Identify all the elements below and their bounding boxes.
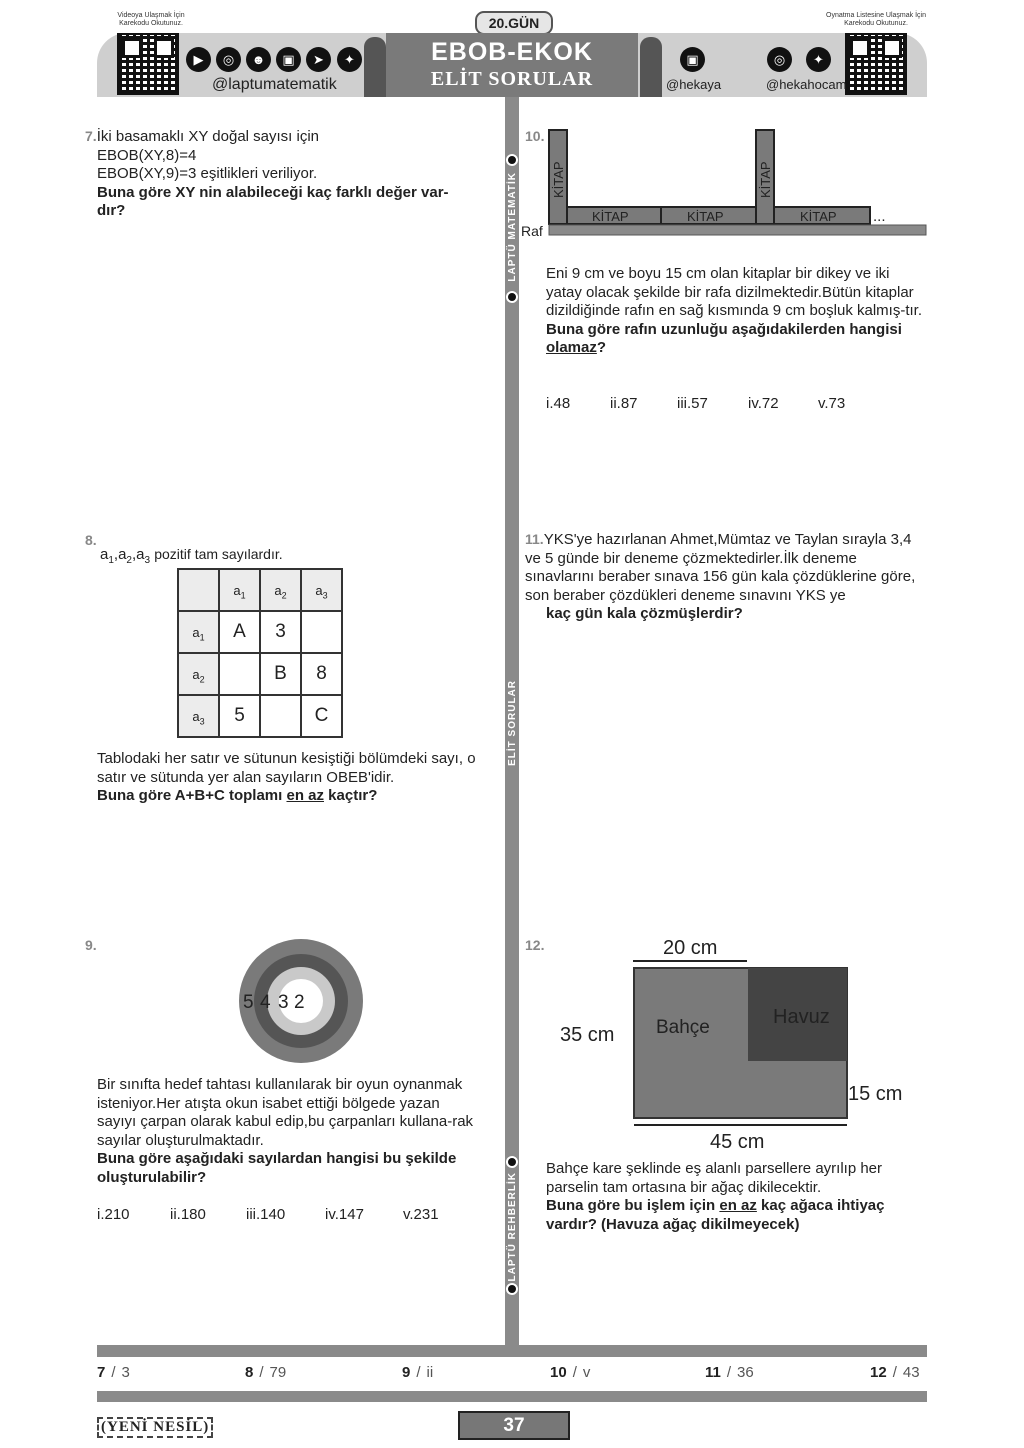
question-number: 10. — [525, 128, 545, 144]
mid-social-handle[interactable]: @hekaya — [666, 77, 722, 92]
spine-mid-label: ELİT SORULAR — [507, 680, 518, 766]
q8-intro — [100, 545, 283, 571]
question-number: 7. — [85, 128, 97, 144]
q12-text: Bahçe kare şeklinde eş alanlı parsellere ayrılıp her parselin tam ortasına bir ağaç dikilecektir. — [546, 1160, 883, 1196]
table-row-header: $a_2$ — [178, 653, 219, 695]
right-qr-note: Oynatma Listesine Ulaşmak İçin Karekodu Okutunuz. — [826, 12, 926, 27]
answer-item: 11 / 36 — [705, 1364, 754, 1381]
dim-bottom: 45 cm — [710, 1131, 765, 1153]
spine-dot-icon — [506, 291, 518, 303]
page-subtitle: ELİT SORULAR — [430, 68, 594, 90]
option[interactable]: iv.72 — [748, 395, 779, 412]
question-number: 8. — [85, 532, 97, 548]
q7-line: İki basamaklı XY doğal sayısı için — [96, 128, 320, 145]
dim-top: 20 cm — [663, 937, 718, 959]
right-avatar — [640, 37, 662, 97]
obeb-table — [177, 568, 343, 738]
dartboard — [238, 938, 364, 1064]
q7-line: EBOB(XY,8)=4 — [97, 146, 197, 164]
table-row-header: $a_1$ — [178, 611, 219, 653]
q9-question: Buna göre aşağıdaki sayılardan hangisi bu şekilde oluşturulabilir? — [97, 1150, 457, 1186]
question-number: 9. — [85, 937, 97, 953]
twitter-icon[interactable]: ✦ — [337, 47, 362, 72]
book-label: KİTAP — [800, 209, 837, 224]
q10-body — [546, 265, 929, 358]
option[interactable]: v.231 — [403, 1206, 439, 1223]
spine-bottom-label: LAPTÜ REHBERLİK — [507, 1172, 518, 1282]
table-cell: 8 — [301, 653, 342, 695]
book-label: KİTAP — [687, 209, 724, 224]
table-col-header: $a_1$ — [219, 569, 260, 611]
garden-label: Bahçe — [656, 1017, 710, 1038]
table-col-header: $a_3$ — [301, 569, 342, 611]
instagram-icon[interactable]: ◎ — [767, 47, 792, 72]
book-label: KİTAP — [592, 209, 629, 224]
question-7 — [85, 127, 470, 221]
q10-text: Eni 9 cm ve boyu 15 cm olan kitaplar bir dikey ve iki yatay olacak şekilde bir rafa dizilmektedir.Bütün kitaplar dizildiğinde rafın en sağ kısmında 9 cm boşluk kalmış-tır. — [546, 265, 922, 319]
book-label: KİTAP — [551, 161, 566, 198]
ring-label: 3 — [278, 992, 289, 1013]
book-label: KİTAP — [758, 161, 773, 198]
option[interactable]: ii.87 — [610, 395, 638, 412]
table-cell: C — [301, 695, 342, 737]
q8-text: Tablodaki her satır ve sütunun kesiştiği bölümdeki sayı, o satır ve sütunda yer alan sayıların OBEB'idir. — [97, 750, 476, 786]
q11-question: kaç gün kala çözmüşlerdir? — [546, 605, 743, 622]
question-11 — [525, 530, 927, 624]
twitter-icon[interactable]: ✦ — [806, 47, 831, 72]
q11-text: YKS'ye hazırlanan Ahmet,Mümtaz ve Taylan sırayla 3,4 ve 5 günde bir deneme çözmektedirler.İlk deneme sınavlarını beraber sınava 156 gün kala çözdüklerine göre, son beraber çözdükleri deneme sınavını YKS ye — [525, 531, 916, 604]
youtube-icon[interactable]: ▶ — [186, 47, 211, 72]
instagram-icon[interactable]: ◎ — [216, 47, 241, 72]
q8-body — [97, 750, 482, 806]
q8-variables: $a_1,a_2,a_3$ — [100, 546, 151, 566]
option[interactable]: iii.57 — [677, 395, 708, 412]
pool-label: Havuz — [773, 1006, 830, 1028]
left-qr-note: Videoya Ulaşmak İçin Karekodu Okutunuz. — [117, 12, 185, 27]
answer-strip-bottom-bar — [97, 1391, 927, 1402]
table-cell — [301, 611, 342, 653]
spine-top-label: LAPTÜ MATEMATİK — [507, 172, 518, 282]
table-cell: A — [219, 611, 260, 653]
page-number: 37 — [458, 1411, 570, 1440]
ring-label: 4 — [260, 992, 271, 1013]
table-cell — [260, 695, 301, 737]
q7-line: EBOB(XY,9)=3 eşitlikleri veriliyor. — [97, 165, 318, 182]
question-number: 12. — [525, 937, 545, 953]
table-corner-cell — [178, 569, 219, 611]
table-cell: 5 — [219, 695, 260, 737]
spine-dot-icon — [506, 1156, 518, 1168]
table-cell — [219, 653, 260, 695]
left-qr-code[interactable] — [117, 33, 179, 95]
q10-question-end: ? — [596, 339, 607, 356]
q12-body — [546, 1160, 927, 1234]
dim-right: 15 cm — [848, 1083, 903, 1105]
table-cell: B — [260, 653, 301, 695]
option[interactable]: iv.147 — [325, 1206, 364, 1223]
answer-item: 9 / ii — [402, 1364, 434, 1381]
right-social-handle[interactable]: @hekahocam — [766, 77, 847, 92]
q8-question: Buna göre A+B+C toplamı — [97, 787, 287, 804]
q9-options — [97, 1206, 439, 1224]
answer-item: 10 / v — [550, 1364, 591, 1381]
left-social-handle[interactable]: @laptumatematik — [212, 76, 337, 93]
q10-question: Buna göre rafın uzunluğu aşağıdakilerden hangisi — [546, 320, 902, 338]
answer-item: 8 / 79 — [245, 1364, 287, 1381]
dim-left: 35 cm — [560, 1024, 615, 1046]
q10-question-emphasis: olamaz — [546, 339, 597, 356]
q9-text: Bir sınıfta hedef tahtası kullanılarak bir oyun oynanmak isteniyor.Her atışta okun isabet ettiği bölgede yazan sayıyı çarpan olarak kabul edip,bu çarpanları kullana-rak sayılar oluşturulmaktadır. — [97, 1076, 474, 1149]
twitch-icon[interactable]: ▣ — [680, 47, 705, 72]
answer-item: 12 / 43 — [870, 1364, 920, 1381]
option[interactable]: ii.180 — [170, 1206, 206, 1223]
q12-question: Buna göre bu işlem için — [546, 1197, 720, 1214]
q10-options — [546, 395, 845, 413]
garden-diagram — [555, 932, 915, 1157]
ring-label: 2 — [294, 992, 305, 1013]
day-badge: 20.GÜN — [475, 11, 553, 35]
ring-label: 5 — [243, 992, 254, 1013]
discord-icon[interactable]: ☻ — [246, 47, 271, 72]
q9-body — [97, 1076, 482, 1187]
option[interactable]: i.210 — [97, 1206, 130, 1223]
right-qr-code[interactable] — [845, 33, 907, 95]
option[interactable]: iii.140 — [246, 1206, 286, 1223]
spine-dot-icon — [506, 154, 518, 166]
left-avatar — [364, 37, 386, 97]
spine-dot-icon — [506, 1283, 518, 1295]
page-title: EBOB-EKOK — [431, 38, 593, 66]
question-number: 11. — [525, 531, 544, 547]
table-row-header: $a_3$ — [178, 695, 219, 737]
q12-question-emphasis: en az — [719, 1197, 757, 1214]
twitch-icon[interactable]: ▣ — [276, 47, 301, 72]
table-col-header: $a_2$ — [260, 569, 301, 611]
q8-question-emphasis: en az — [286, 787, 324, 804]
ellipsis: ... — [873, 208, 886, 225]
q8-question-end: kaçtır? — [324, 787, 378, 804]
q7-question: Buna göre XY nin alabileceği kaç farklı değer var-dır? — [97, 183, 449, 219]
q8-intro-text: pozitif tam sayılardır. — [154, 546, 283, 562]
bookshelf-diagram — [520, 128, 930, 240]
answer-strip-top-bar — [97, 1345, 927, 1357]
table-cell: 3 — [260, 611, 301, 653]
answer-item: 7 / 3 — [97, 1364, 130, 1381]
shelf-label: Raf — [521, 223, 543, 239]
option[interactable]: i.48 — [546, 395, 571, 412]
q12-question-end: kaç ağaca ihtiyaç vardır? (Havuza ağaç dikilmeyecek) — [546, 1197, 885, 1233]
option[interactable]: v.73 — [818, 395, 846, 412]
telegram-icon[interactable]: ➤ — [306, 47, 331, 72]
footer-series-label: (YENİ NESİL) — [97, 1417, 213, 1438]
